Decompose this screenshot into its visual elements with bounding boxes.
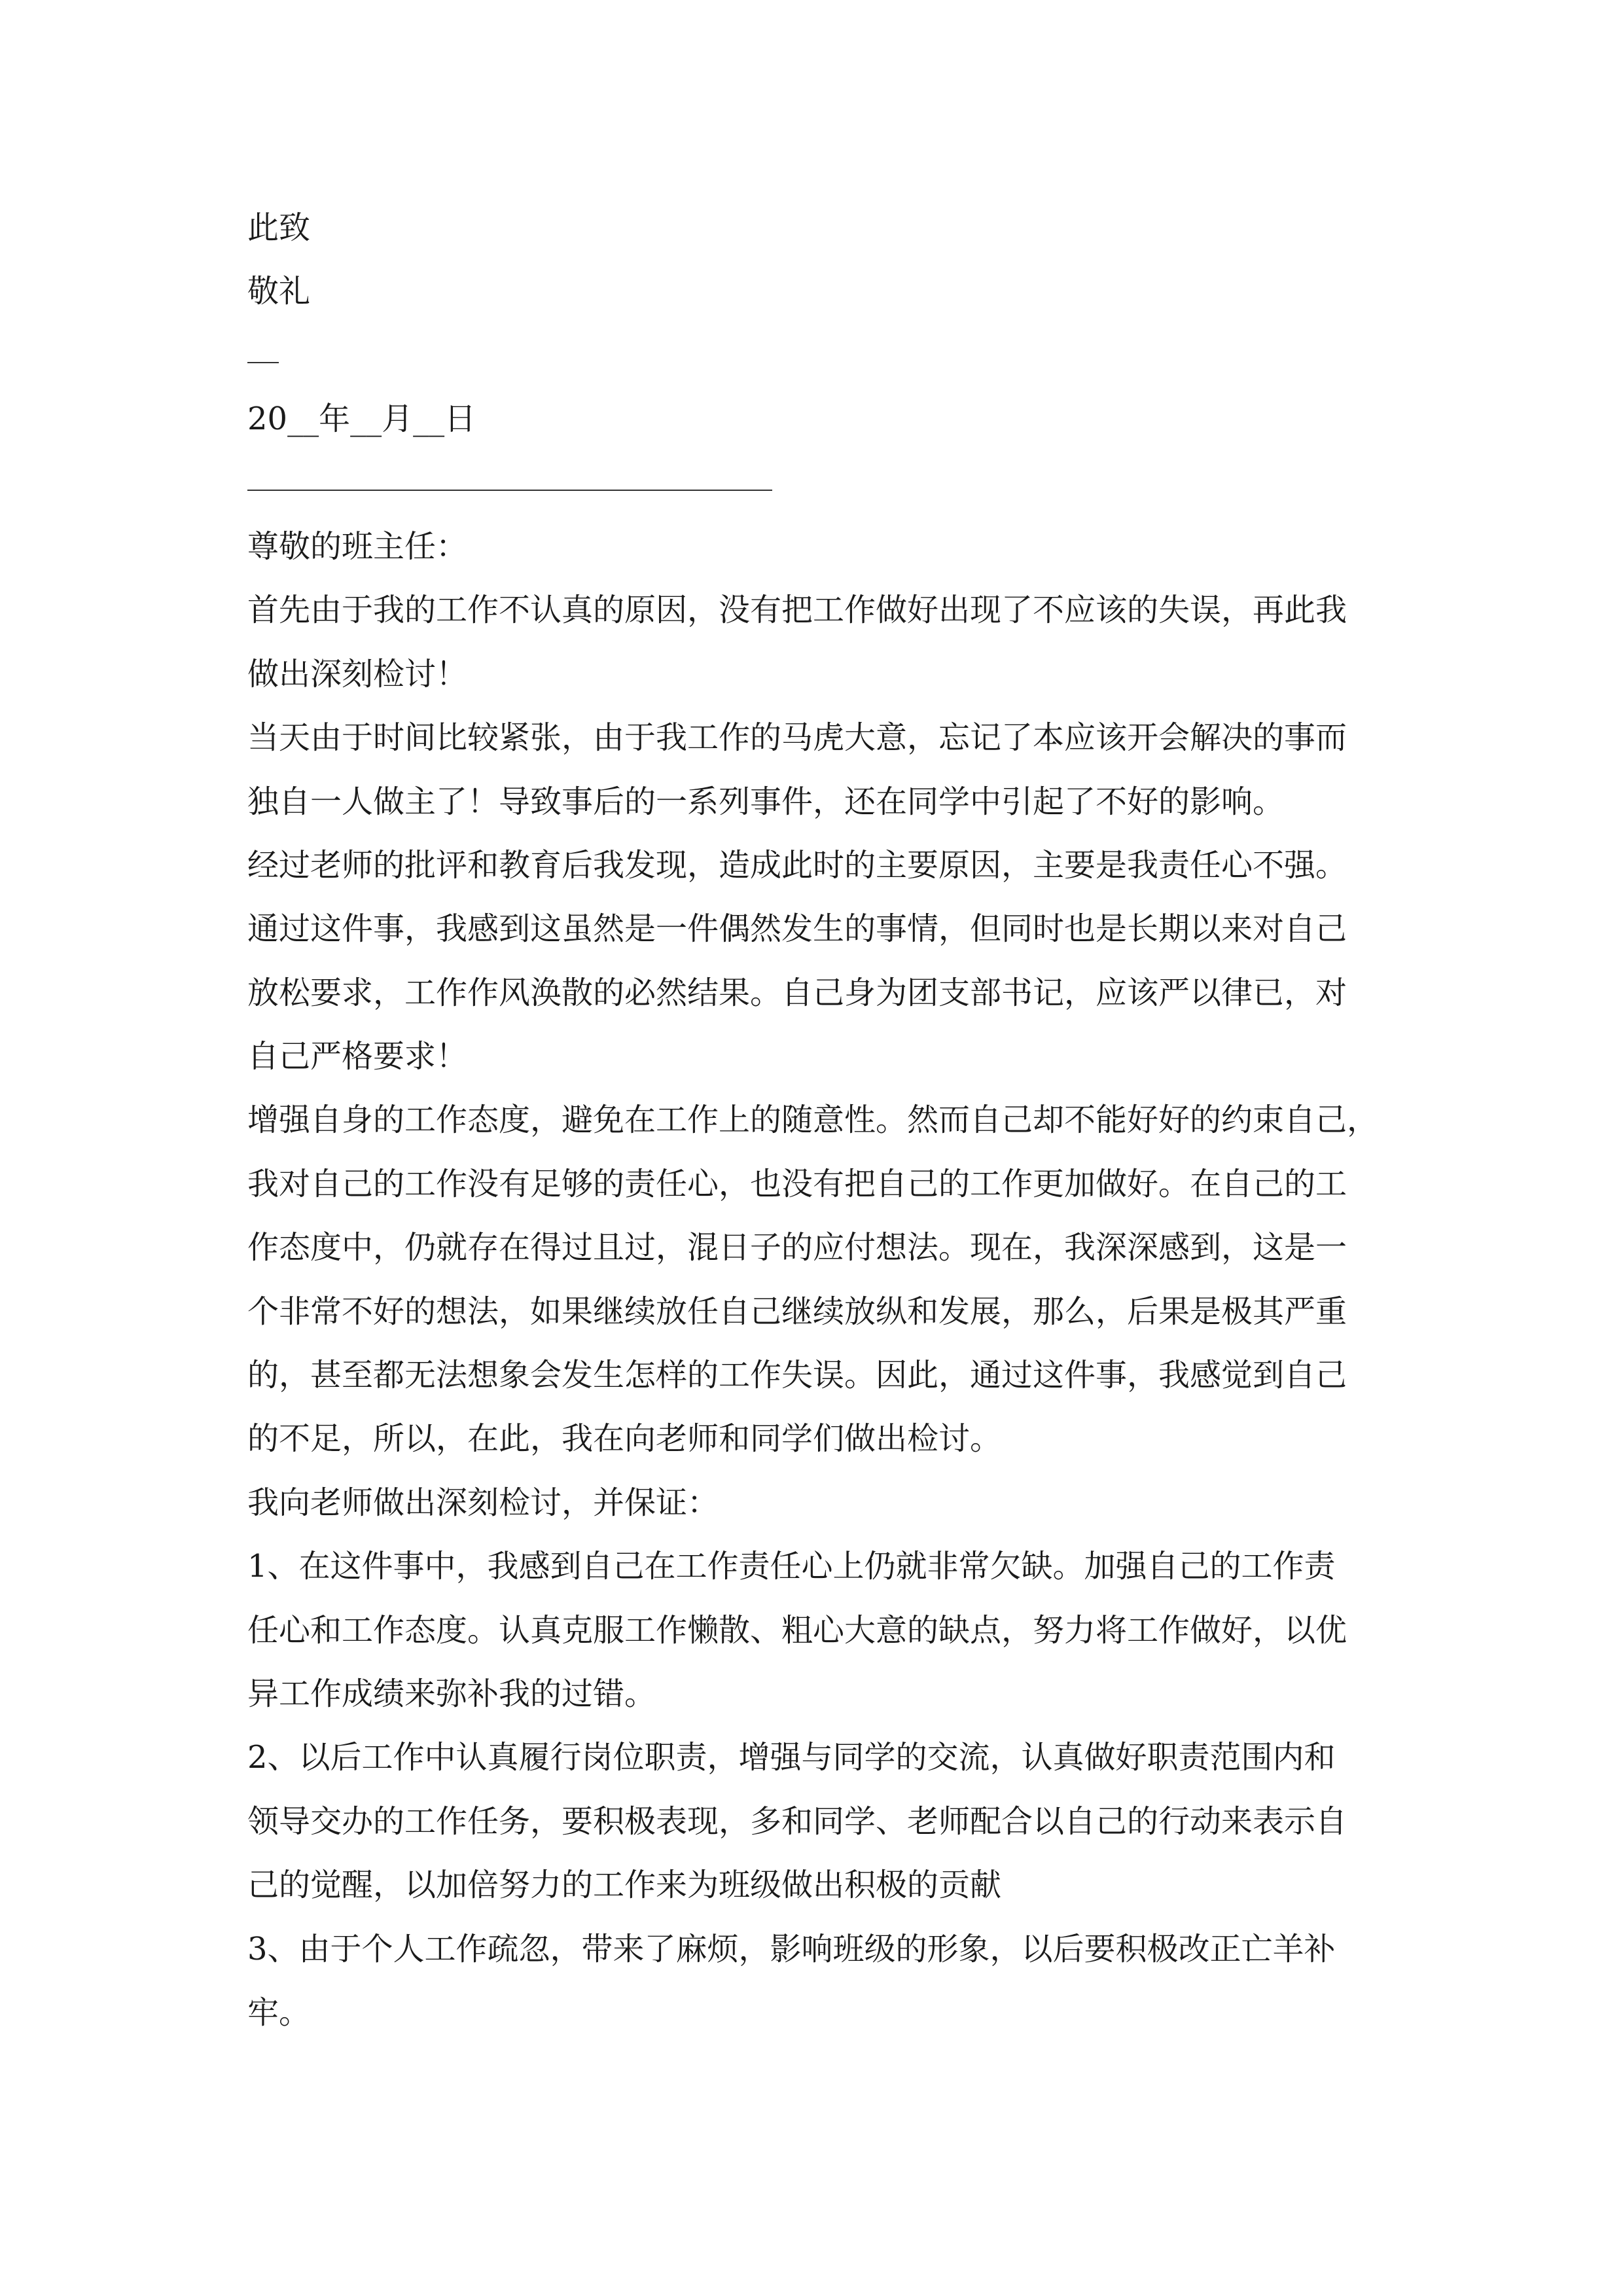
- body-line: 放松要求，工作作风涣散的必然结果。自己身为团支部书记，应该严以律已，对: [247, 974, 1347, 1011]
- body-line: 独自一人做主了！导致事后的一系列事件，还在同学中引起了不好的影响。: [247, 783, 1285, 820]
- body-line: 我对自己的工作没有足够的责任心，也没有把自己的工作更加做好。在自己的工: [247, 1165, 1347, 1202]
- salutation: 尊敬的班主任：: [247, 528, 468, 565]
- section-divider: [247, 452, 1399, 515]
- body-line: 自己严格要求！: [247, 1038, 468, 1075]
- body-line: 做出深刻检讨！: [247, 655, 468, 692]
- body-line: 牢。: [247, 1994, 311, 2031]
- body-line: 领导交办的工作任务，要积极表现，多和同学、老师配合以自己的行动来表示自: [247, 1803, 1347, 1840]
- body-line: 任心和工作态度。认真克服工作懒散、粗心大意的缺点，努力将工作做好，以优: [247, 1611, 1347, 1649]
- body-line: 当天由于时间比较紧张，由于我工作的马虎大意，忘记了本应该开会解决的事而: [247, 719, 1347, 757]
- body-line: 通过这件事，我感到这虽然是一件偶然发生的事情，但同时也是长期以来对自己: [247, 910, 1347, 948]
- body-line: 首先由于我的工作不认真的原因，没有把工作做好出现了不应该的失误，再此我: [247, 592, 1347, 629]
- body-line: 的，甚至都无法想象会发生怎样的工作失误。因此，通过这件事，我感觉到自己: [247, 1357, 1347, 1394]
- body-line: 2、以后工作中认真履行岗位职责，增强与同学的交流，认真做好职责范围内和: [247, 1739, 1336, 1776]
- body-line: 作态度中，仍就存在得过且过，混日子的应付想法。现在，我深深感到，这是一: [247, 1229, 1347, 1266]
- letter-body: [247, 579, 1399, 2045]
- body-line: 己的觉醒，以加倍努力的工作来为班级做出积极的贡献: [247, 1867, 1002, 1904]
- document-page: [247, 196, 1399, 2045]
- body-line: 我向老师做出深刻检讨，并保证：: [247, 1484, 719, 1521]
- body-line: 增强自身的工作态度，避免在工作上的随意性。然而自己却不能好好的约束自己，: [247, 1102, 1379, 1139]
- body-line: 3、由于个人工作疏忽，带来了麻烦，影响班级的形象，以后要积极改正亡羊补: [247, 1930, 1336, 1967]
- closing-line-2: 敬礼: [247, 273, 311, 310]
- date-line: 20__年__月__日: [247, 401, 476, 438]
- body-line: 的不足，所以，在此，我在向老师和同学们做出检讨。: [247, 1420, 1002, 1458]
- body-line: 经过老师的批评和教育后我发现，造成此时的主要原因，主要是我责任心不强。: [247, 846, 1347, 884]
- body-line: 1、在这件事中，我感到自己在工作责任心上仍就非常欠缺。加强自己的工作责: [247, 1548, 1336, 1585]
- closing-line-1: 此致: [247, 209, 311, 246]
- body-line: 个非常不好的想法，如果继续放任自己继续放纵和发展，那么，后果是极其严重: [247, 1293, 1347, 1330]
- body-line: 异工作成绩来弥补我的过错。: [247, 1675, 656, 1712]
- signature-blank-line: [247, 324, 1399, 387]
